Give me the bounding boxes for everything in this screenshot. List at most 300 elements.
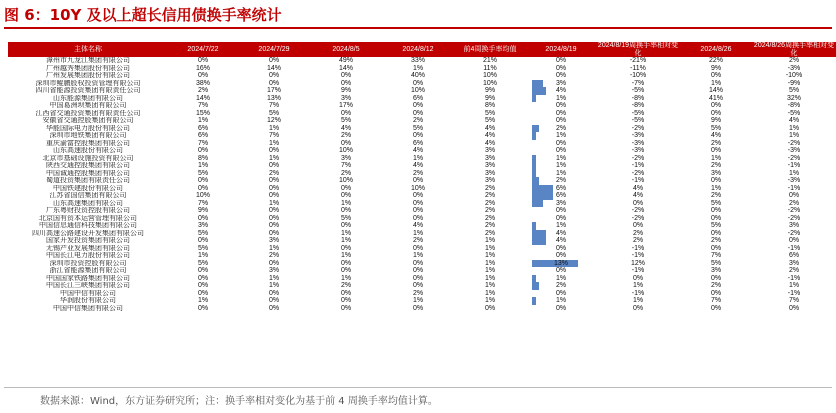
value-cell: 8% (484, 102, 496, 109)
table-row (8, 170, 836, 178)
value-cell: 7% (197, 102, 209, 109)
value-cell: 9% (484, 87, 496, 94)
table-row (8, 102, 836, 110)
value-cell: 0% (412, 214, 424, 222)
value-cell: -2% (631, 124, 645, 132)
turnover-value: 0% (555, 252, 567, 259)
value-cell: 0% (268, 177, 280, 184)
value-cell: 0% (412, 102, 424, 109)
value-cell: 49% (338, 57, 353, 64)
value-cell: 1% (484, 259, 496, 267)
value-cell: -1% (787, 289, 801, 297)
table-row (8, 117, 836, 125)
value-cell: 2% (412, 237, 424, 244)
value-cell: 0% (710, 244, 722, 252)
value-cell: 0% (412, 304, 424, 312)
value-cell: -8% (631, 94, 645, 102)
issuer-name-cell: 中国信息通信科技集团有限公司 (39, 222, 137, 229)
table-row (8, 267, 836, 275)
value-cell: 0% (268, 297, 280, 304)
value-cell: 38% (195, 79, 210, 87)
table-row (8, 275, 836, 283)
turnover-value: 4% (555, 87, 567, 94)
value-cell: 4% (412, 162, 424, 169)
turnover-data-bar (532, 162, 536, 170)
turnover-bar-cell (526, 80, 596, 88)
value-cell: 13% (266, 94, 281, 102)
value-cell: -5% (631, 87, 645, 94)
value-cell: 0% (340, 304, 352, 312)
value-cell: 3% (484, 147, 496, 154)
table-body (8, 57, 836, 312)
value-cell: 1% (484, 252, 496, 259)
value-cell: 4% (412, 222, 424, 229)
value-cell: 9% (710, 64, 722, 72)
value-cell: 2% (710, 139, 722, 147)
value-cell: 2% (412, 289, 424, 297)
value-cell: 0% (484, 304, 496, 312)
issuer-name-cell: 深圳市地铁集团有限公司 (49, 132, 127, 139)
issuer-name-cell: 四川省能源投资集团有限责任公司 (35, 87, 141, 94)
column-header: 2024/7/29 (238, 42, 310, 57)
value-cell: 33% (410, 57, 425, 64)
turnover-data-bar (532, 282, 539, 290)
value-cell: -7% (631, 79, 645, 87)
value-cell: 0% (412, 267, 424, 274)
turnover-value: 0% (555, 117, 567, 124)
value-cell: 1% (484, 274, 496, 282)
value-cell: -1% (631, 162, 645, 169)
value-cell: 1% (484, 267, 496, 274)
value-cell: -2% (631, 154, 645, 162)
value-cell: 0% (340, 72, 352, 79)
issuer-name-cell: 山东能源集团有限公司 (53, 94, 123, 102)
value-cell: -1% (631, 289, 645, 297)
value-cell: 0% (197, 72, 209, 79)
value-cell: 4% (632, 184, 644, 192)
turnover-value: 0% (555, 109, 567, 117)
value-cell: 4% (484, 124, 496, 132)
column-header: 2024/8/26周换手率相对变化 (753, 42, 835, 57)
value-cell: 4% (788, 117, 800, 124)
turnover-bar-cell (526, 207, 596, 215)
turnover-data-bar (532, 230, 546, 238)
value-cell: 1% (340, 237, 352, 244)
value-cell: 1% (788, 169, 800, 177)
value-cell: 0% (268, 184, 280, 192)
value-cell: -3% (631, 147, 645, 154)
turnover-bar-cell (526, 275, 596, 283)
value-cell: 0% (197, 214, 209, 222)
table-row (8, 155, 836, 163)
value-cell: 10% (338, 147, 353, 154)
table-row (8, 147, 836, 155)
value-cell: 0% (268, 259, 280, 267)
value-cell: -2% (787, 229, 801, 237)
value-cell: 1% (412, 229, 424, 237)
value-cell: 17% (338, 102, 353, 109)
value-cell: 0% (268, 304, 280, 312)
issuer-name-cell: 深圳市鲲鹏股权投资管理有限公司 (35, 79, 141, 87)
value-cell: 0% (340, 222, 352, 229)
turnover-value: 1% (555, 274, 567, 282)
value-cell: 7% (268, 132, 280, 139)
value-cell: 0% (197, 237, 209, 244)
turnover-data-bar (532, 275, 536, 283)
turnover-bar-cell (526, 155, 596, 163)
value-cell: 1% (632, 282, 644, 289)
figure-title: 图 6：10Y 及以上超长信用债换手率统计 (4, 6, 282, 24)
value-cell: 1% (710, 79, 722, 87)
turnover-bar-cell (526, 147, 596, 155)
turnover-bar-cell (526, 267, 596, 275)
value-cell: 0% (197, 184, 209, 192)
value-cell: 2% (484, 214, 496, 222)
table-row (8, 125, 836, 133)
table-row (8, 245, 836, 253)
turnover-bar-cell (526, 252, 596, 260)
issuer-name-cell: 四川高速公路建设开发集团有限公司 (32, 229, 144, 237)
turnover-value: 0% (555, 57, 567, 64)
turnover-value: 1% (555, 162, 567, 169)
issuer-name-cell: 华润股份有限公司 (60, 297, 116, 304)
value-cell: 0% (268, 162, 280, 169)
value-cell: 2% (484, 229, 496, 237)
issuer-name-cell: 广州越秀集团股份有限公司 (46, 64, 130, 72)
issuer-name-cell: 山东高速集团有限公司 (53, 199, 123, 207)
value-cell: 2% (484, 184, 496, 192)
value-cell: 1% (340, 229, 352, 237)
value-cell: 3% (484, 162, 496, 169)
value-cell: 5% (710, 124, 722, 132)
turnover-bar-cell (526, 87, 596, 95)
turnover-data-bar (532, 95, 536, 103)
value-cell: 6% (197, 124, 209, 132)
value-cell: 2% (484, 222, 496, 229)
column-header: 2024/8/19 (526, 42, 596, 57)
table-row (8, 72, 836, 80)
value-cell: 1% (484, 282, 496, 289)
turnover-data-bar (532, 297, 536, 305)
value-cell: -2% (631, 214, 645, 222)
value-cell: 0% (340, 109, 352, 117)
value-cell: -1% (631, 252, 645, 259)
value-cell: 1% (484, 237, 496, 244)
value-cell: 2% (710, 192, 722, 199)
value-cell: 2% (484, 192, 496, 199)
value-cell: -1% (631, 267, 645, 274)
value-cell: 0% (197, 147, 209, 154)
value-cell: 0% (710, 147, 722, 154)
value-cell: 12% (266, 117, 281, 124)
issuer-name-cell: 北京市基础设施投资有限公司 (42, 154, 134, 162)
value-cell: 0% (197, 177, 209, 184)
value-cell: 4% (484, 139, 496, 147)
turnover-value: 2% (555, 177, 567, 184)
value-cell: -3% (631, 132, 645, 139)
value-cell: 8% (197, 154, 209, 162)
value-cell: 0% (710, 109, 722, 117)
value-cell: 0% (197, 282, 209, 289)
value-cell: 9% (340, 87, 352, 94)
value-cell: 0% (268, 72, 280, 79)
table-row (8, 282, 836, 290)
value-cell: 5% (197, 259, 209, 267)
issuer-name-cell: 广东粤财投资控股有限公司 (46, 207, 130, 214)
value-cell: 0% (268, 222, 280, 229)
column-header: 2024/7/22 (168, 42, 238, 57)
table-header-row (8, 42, 836, 57)
table-row (8, 200, 836, 208)
value-cell: 0% (788, 304, 800, 312)
issuer-name-cell: 江苏省国信集团有限公司 (49, 192, 127, 199)
turnover-bar-cell (526, 72, 596, 80)
value-cell: 0% (268, 289, 280, 297)
value-cell: 1% (340, 274, 352, 282)
value-cell: 0% (710, 289, 722, 297)
value-cell: 5% (484, 109, 496, 117)
value-cell: 5% (710, 222, 722, 229)
turnover-bar-cell (526, 192, 596, 200)
value-cell: 2% (788, 199, 800, 207)
turnover-value: 4% (555, 229, 567, 237)
turnover-value: 1% (555, 169, 567, 177)
turnover-table-container (8, 42, 836, 312)
value-cell: 10% (195, 192, 210, 199)
value-cell: 0% (710, 72, 722, 79)
turnover-data-bar (532, 185, 553, 193)
turnover-value: 0% (555, 207, 567, 214)
value-cell: -10% (629, 72, 647, 79)
value-cell: 16% (195, 64, 210, 72)
value-cell: 0% (197, 57, 209, 64)
issuer-name-cell: 无锡产业发展集团有限公司 (46, 244, 130, 252)
turnover-bar-cell (526, 185, 596, 193)
turnover-value: 2% (555, 124, 567, 132)
value-cell: 0% (340, 192, 352, 199)
source-note: 数据来源：Wind，东方证券研究所；注：换手率相对变化为基于前 4 周换手率均值计算。 (40, 396, 438, 407)
table-row (8, 110, 836, 118)
value-cell: 1% (788, 124, 800, 132)
table-row (8, 230, 836, 238)
turnover-table (8, 42, 836, 312)
value-cell: 3% (340, 94, 352, 102)
value-cell: -8% (631, 102, 645, 109)
value-cell: 5% (710, 199, 722, 207)
value-cell: 0% (268, 214, 280, 222)
value-cell: 4% (340, 124, 352, 132)
table-row (8, 215, 836, 223)
value-cell: 22% (708, 57, 723, 64)
value-cell: 4% (710, 132, 722, 139)
value-cell: 2% (340, 282, 352, 289)
turnover-bar-cell (526, 305, 596, 313)
value-cell: 10% (410, 184, 425, 192)
turnover-bar-cell (526, 162, 596, 170)
value-cell: 0% (340, 79, 352, 87)
table-row (8, 132, 836, 140)
value-cell: 6% (197, 132, 209, 139)
value-cell: 1% (412, 154, 424, 162)
value-cell: 10% (338, 177, 353, 184)
table-row (8, 207, 836, 215)
issuer-name-cell: 重庆渝富控股集团有限公司 (46, 139, 130, 147)
value-cell: 3% (197, 222, 209, 229)
value-cell: 3% (268, 267, 280, 274)
value-cell: 41% (708, 94, 723, 102)
title-divider (4, 27, 832, 29)
turnover-data-bar (532, 125, 539, 133)
value-cell: 0% (268, 192, 280, 199)
turnover-bar-cell (526, 215, 596, 223)
value-cell: 0% (710, 177, 722, 184)
value-cell: 0% (197, 274, 209, 282)
value-cell: -11% (630, 64, 646, 72)
value-cell: 0% (710, 274, 722, 282)
value-cell: 1% (788, 282, 800, 289)
value-cell: 3% (788, 222, 800, 229)
value-cell: 0% (710, 229, 722, 237)
turnover-value: 1% (555, 297, 567, 304)
value-cell: -1% (631, 177, 645, 184)
turnover-data-bar (532, 155, 536, 163)
value-cell: 2% (340, 169, 352, 177)
turnover-bar-cell (526, 230, 596, 238)
table-row (8, 177, 836, 185)
issuer-name-cell: 中国长江电力股份有限公司 (46, 252, 130, 259)
turnover-value: 0% (555, 244, 567, 252)
value-cell: 1% (197, 117, 209, 124)
value-cell: 0% (412, 177, 424, 184)
column-header: 2024/8/5 (310, 42, 382, 57)
turnover-bar-cell (526, 200, 596, 208)
turnover-data-bar (532, 237, 546, 245)
table-row (8, 65, 836, 73)
value-cell: 1% (484, 289, 496, 297)
value-cell: 1% (340, 199, 352, 207)
value-cell: 14% (338, 64, 353, 72)
table-row (8, 305, 836, 313)
value-cell: 1% (632, 297, 644, 304)
value-cell: -1% (787, 162, 801, 169)
turnover-value: 1% (555, 132, 567, 139)
value-cell: 9% (710, 117, 722, 124)
value-cell: 0% (340, 297, 352, 304)
value-cell: 10% (482, 79, 497, 87)
column-header: 前4周换手率均值 (454, 42, 526, 57)
turnover-bar-cell (526, 282, 596, 290)
value-cell: 1% (412, 297, 424, 304)
value-cell: 2% (788, 267, 800, 274)
value-cell: 14% (195, 94, 210, 102)
turnover-bar-cell (526, 132, 596, 140)
value-cell: 1% (788, 132, 800, 139)
value-cell: 1% (268, 139, 280, 147)
value-cell: 0% (340, 207, 352, 214)
value-cell: 1% (197, 252, 209, 259)
table-row (8, 162, 836, 170)
value-cell: 0% (788, 192, 800, 199)
value-cell: 5% (710, 259, 722, 267)
value-cell: -1% (631, 244, 645, 252)
value-cell: 1% (412, 252, 424, 259)
value-cell: -3% (631, 139, 645, 147)
turnover-value: 1% (555, 222, 567, 229)
value-cell: 0% (412, 192, 424, 199)
value-cell: 1% (268, 199, 280, 207)
table-row (8, 185, 836, 193)
turnover-bar-cell (526, 237, 596, 245)
turnover-value: 13% (553, 259, 568, 267)
value-cell: 0% (632, 222, 644, 229)
value-cell: 2% (632, 229, 644, 237)
value-cell: -2% (631, 169, 645, 177)
value-cell: 5% (268, 109, 280, 117)
value-cell: 3% (710, 169, 722, 177)
value-cell: 0% (340, 259, 352, 267)
value-cell: 0% (412, 109, 424, 117)
turnover-data-bar (532, 80, 543, 88)
value-cell: 3% (710, 267, 722, 274)
value-cell: 2% (197, 87, 209, 94)
turnover-data-bar (532, 200, 543, 208)
column-header: 2024/8/19周换手率相对变化 (597, 42, 679, 57)
value-cell: 1% (268, 274, 280, 282)
turnover-bar-cell (526, 222, 596, 230)
table-row (8, 87, 836, 95)
issuer-name-cell: 广州发展集团股份有限公司 (46, 72, 130, 79)
value-cell: 12% (630, 259, 645, 267)
value-cell: 10% (410, 87, 425, 94)
value-cell: -3% (787, 64, 801, 72)
turnover-bar-cell (526, 177, 596, 185)
issuer-name-cell: 中国国家铁路集团有限公司 (46, 274, 130, 282)
value-cell: 5% (197, 244, 209, 252)
value-cell: -1% (787, 244, 801, 252)
value-cell: 3% (268, 237, 280, 244)
value-cell: 17% (266, 87, 281, 94)
value-cell: -2% (787, 154, 801, 162)
value-cell: -2% (787, 207, 801, 214)
value-cell: 1% (340, 252, 352, 259)
value-cell: 7% (197, 139, 209, 147)
value-cell: 0% (197, 304, 209, 312)
issuer-name-cell: 北京国有资本运营管理有限公司 (39, 214, 137, 222)
value-cell: 0% (710, 207, 722, 214)
value-cell: -3% (787, 177, 801, 184)
value-cell: 2% (632, 237, 644, 244)
turnover-value: 6% (555, 184, 567, 192)
turnover-value: 0% (555, 147, 567, 154)
turnover-bar-cell (526, 140, 596, 148)
turnover-value: 0% (555, 102, 567, 109)
issuer-name-cell: 山东高速股份有限公司 (53, 147, 123, 154)
turnover-bar-cell (526, 290, 596, 298)
turnover-value: 0% (555, 72, 567, 79)
issuer-name-cell: 江西省交通投资集团有限责任公司 (35, 109, 141, 117)
value-cell: 3% (484, 169, 496, 177)
turnover-bar-cell (526, 260, 596, 268)
value-cell: 3% (340, 154, 352, 162)
value-cell: 7% (197, 199, 209, 207)
value-cell: 1% (268, 124, 280, 132)
value-cell: 1% (268, 154, 280, 162)
value-cell: 0% (412, 79, 424, 87)
value-cell: 10% (482, 72, 497, 79)
value-cell: 0% (412, 259, 424, 267)
value-cell: 0% (197, 289, 209, 297)
value-cell: 2% (412, 117, 424, 124)
